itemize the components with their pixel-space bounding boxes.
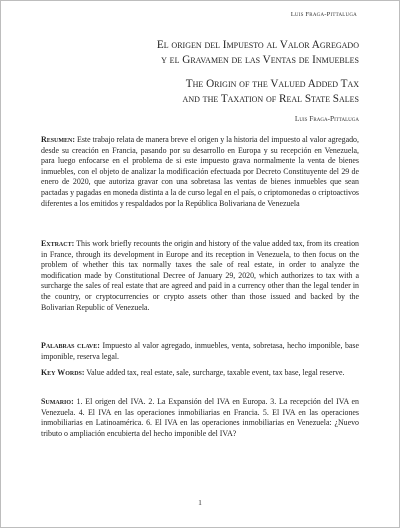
- title-gap: [41, 67, 359, 77]
- extract-text: This work briefly recounts the origin and history of the value added tax, from its creation in France, through its development in Europe and its reception in Venezuela, to then focus on the problem of whether this tax normally taxes the sale of real estate, in order to analyze the modification made by Constitutional Decree of January 29, 2020, which authorizes to tax with a surcharge the sales of real estate that are agreed and paid in a currency other than the legal tender in the country, or cryptocurrencies or crypto assets other than those issued and backed by the Bolivarian Republic of Venezuela.: [41, 239, 359, 312]
- title-es-line-1: El origen del Impuesto al Valor Agregado: [156, 39, 359, 51]
- resumen-label: Resumen: [41, 135, 73, 144]
- title-en-line-1: The Origin of the Valued Added Tax: [185, 78, 359, 90]
- resumen-text: Este trabajo relata de manera breve el origen y la historia del impuesto al valor agregado, desde su creación en Francia, pasando por su desarrollo en Europa y su recepción en Venezuela, para luego enfocarse en el problema de si este impuesto grava normalmente la venta de bienes inmuebles, con el objeto de analizar la modificación efectuada por Decreto Constituyente del 29 de enero de 2020, que autoriza gravar con una sobretasa las ventas de bienes inmuebles que sean pactadas y pagadas en moneda distinta a la de curso legal en el país, o criptomonedas o criptoactivos diferentes a los emitidos y respaldados por la República Bolivariana de Venezuela: [41, 135, 359, 208]
- extract-label: Extract: [41, 239, 72, 248]
- extract-section: [41, 239, 359, 313]
- running-head: Luis Fraga-Pittaluga: [290, 11, 357, 18]
- palabras-clave-colon: :: [97, 341, 100, 350]
- title-en-line-2: and the Taxation of Real State Sales: [182, 92, 359, 105]
- keywords-section: [41, 368, 359, 379]
- sumario-text: 1. El origen del IVA. 2. La Expansión del IVA en Europa. 3. La recepción del IVA en Venezuela. 4. El IVA en las operaciones inmobiliarias en Francia. 5. El IVA en las operaciones inmobiliarias en Latinoamérica. 6. El IVA en las operaciones inmobiliarias en Venezuela: ¿Nuevo tributo o ampliación encubierta del hecho imponible del IVA?: [41, 397, 359, 438]
- keywords-colon: :: [81, 368, 85, 377]
- resumen-colon: :: [72, 135, 76, 144]
- title-es-line-2: y el Gravamen de las Ventas de Inmuebles: [161, 53, 359, 66]
- sumario-label: Sumario: [41, 397, 72, 406]
- author-name: Luis Fraga-Pittaluga: [294, 114, 359, 123]
- sumario-colon: :: [71, 397, 74, 406]
- extract-colon: :: [71, 239, 75, 248]
- palabras-clave-text: Impuesto al valor agregado, inmuebles, venta, sobretasa, hecho imponible, base imponible, reserva legal.: [41, 341, 359, 361]
- title-block: [41, 38, 359, 123]
- keywords-label: Key Words: [41, 368, 82, 377]
- keywords-text: Value added tax, real estate, sale, surcharge, taxable event, tax base, legal reserve.: [86, 368, 345, 377]
- palabras-clave-label: Palabras clave: [41, 341, 98, 350]
- page-number: 1: [198, 498, 202, 507]
- sumario-section: [41, 397, 359, 439]
- resumen-section: [41, 135, 359, 209]
- palabras-clave-section: [41, 341, 359, 362]
